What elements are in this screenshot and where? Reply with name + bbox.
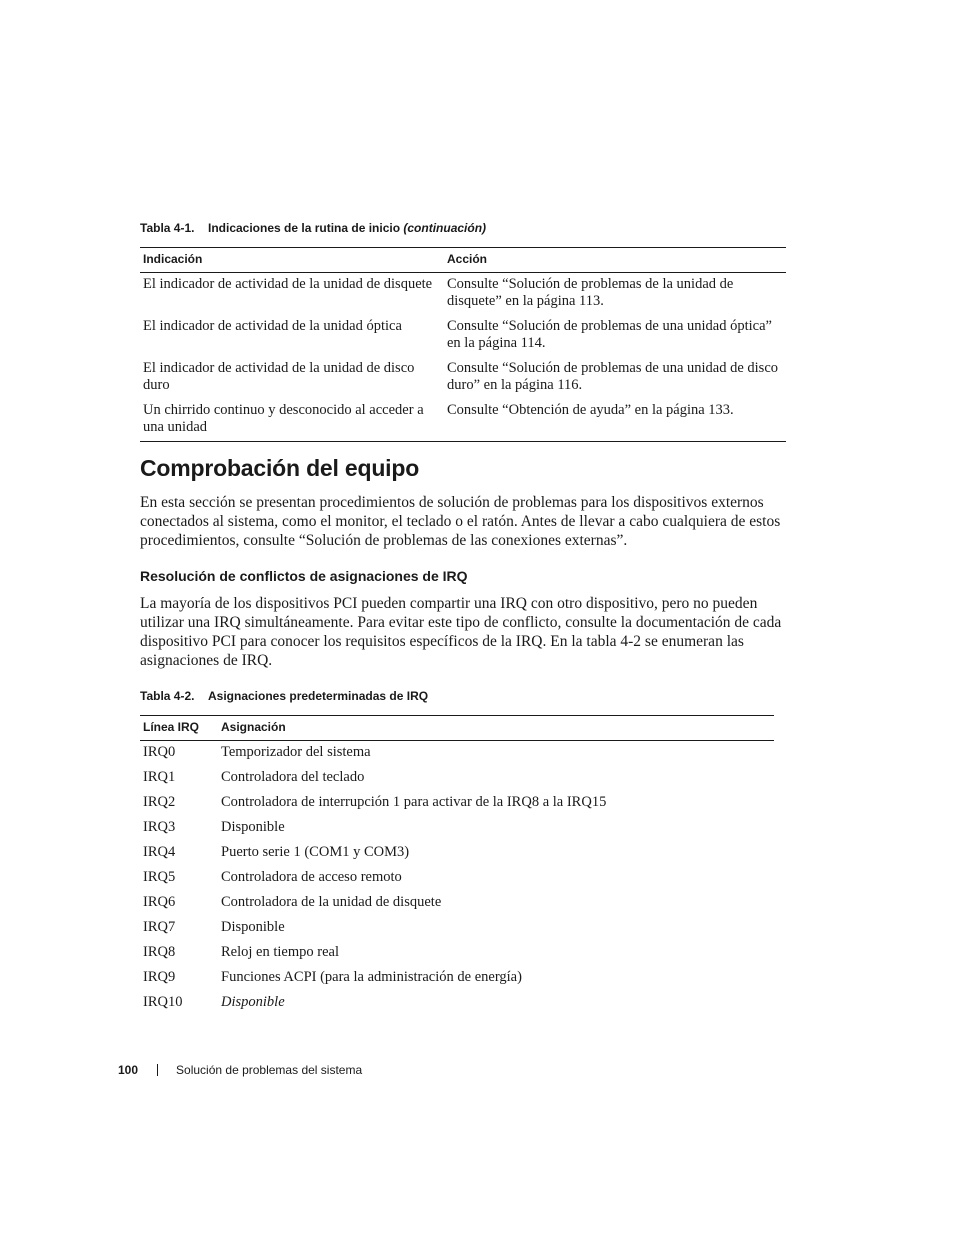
irq-line: IRQ0 (143, 744, 176, 760)
table-row (140, 766, 774, 791)
table1-cell-indication: El indicador de actividad de la unidad de disco duro (143, 360, 415, 393)
table1-header-indicacion: Indicación (140, 248, 444, 273)
irq-assignment: Funciones ACPI (para la administración de energía) (221, 969, 522, 985)
table-row (140, 991, 774, 1016)
page-number: 100 (118, 1063, 139, 1077)
table1-cell-action: Consulte “Solución de problemas de la unidad de disquete” en la página 113. (447, 276, 734, 309)
irq-line: IRQ9 (143, 969, 176, 985)
irq-assignment: Puerto serie 1 (COM1 y COM3) (221, 844, 410, 860)
table1-startup-indications (140, 247, 786, 442)
footer-chapter: Solución de problemas del sistema (176, 1063, 363, 1077)
subsection-body: La mayoría de los dispositivos PCI pueden compartir una IRQ con otro dispositivo, pero no pueden utilizar una IRQ simultáneamente. Para evitar este tipo de conflicto, consulte la documentación de cada dispositivo PCI para conocer los requisitos específicos de la IRQ. En la tabla 4-2 se enumeran las asignaciones de IRQ. (140, 595, 782, 669)
table1-cell-indication: El indicador de actividad de la unidad de disquete (143, 276, 433, 292)
section-title: Comprobación del equipo (140, 455, 420, 481)
table-row (140, 941, 774, 966)
irq-assignment: Controladora de acceso remoto (221, 869, 402, 885)
table2-header-assignment: Asignación (218, 716, 774, 741)
irq-assignment: Disponible (221, 994, 285, 1010)
table-row (140, 866, 774, 891)
table-row (140, 741, 774, 767)
footer-divider (157, 1064, 158, 1076)
table-row (140, 816, 774, 841)
table2-caption-number: Tabla 4-2. (140, 689, 195, 703)
table1-header-accion: Acción (444, 248, 786, 273)
irq-line: IRQ6 (143, 894, 176, 910)
irq-line: IRQ5 (143, 869, 176, 885)
table2-header-row (140, 716, 774, 741)
irq-assignment: Disponible (221, 819, 285, 835)
table-row (140, 273, 786, 316)
table1-cell-action: Consulte “Obtención de ayuda” en la página 133. (447, 402, 734, 418)
irq-assignment: Disponible (221, 919, 285, 935)
irq-line: IRQ4 (143, 844, 176, 860)
irq-assignment: Controladora de la unidad de disquete (221, 894, 442, 910)
irq-line: IRQ2 (143, 794, 176, 810)
irq-line: IRQ8 (143, 944, 176, 960)
table1-header-row (140, 248, 786, 273)
subsection-title: Resolución de conflictos de asignaciones de IRQ (140, 568, 468, 584)
table1-cell-action: Consulte “Solución de problemas de una unidad óptica” en la página 114. (447, 318, 772, 351)
irq-assignment: Controladora del teclado (221, 769, 365, 785)
table1-caption-number: Tabla 4-1. (140, 221, 195, 235)
table-row (140, 315, 786, 357)
irq-line: IRQ1 (143, 769, 176, 785)
table2-caption-title: Asignaciones predeterminadas de IRQ (208, 689, 429, 703)
table-row (140, 791, 774, 816)
irq-line: IRQ10 (143, 994, 183, 1010)
irq-line: IRQ7 (143, 919, 176, 935)
table2-caption (140, 689, 428, 703)
table-row (140, 357, 786, 399)
table-row (140, 841, 774, 866)
table-row (140, 966, 774, 991)
table-row (140, 891, 774, 916)
table-row (140, 916, 774, 941)
irq-assignment: Controladora de interrupción 1 para activar de la IRQ8 a la IRQ15 (221, 794, 607, 810)
table2-header-line: Línea IRQ (140, 716, 218, 741)
irq-line: IRQ3 (143, 819, 176, 835)
table2-irq-assignments (140, 715, 774, 1016)
table1-cell-indication: Un chirrido continuo y desconocido al acceder a una unidad (143, 402, 424, 435)
table1-caption (140, 221, 486, 235)
irq-assignment: Reloj en tiempo real (221, 944, 339, 960)
table1-cell-indication: El indicador de actividad de la unidad óptica (143, 318, 402, 334)
table1-cell-action: Consulte “Solución de problemas de una unidad de disco duro” en la página 116. (447, 360, 779, 393)
irq-assignment: Temporizador del sistema (221, 744, 371, 760)
section-intro: En esta sección se presentan procedimientos de solución de problemas para los dispositivos externos conectados al sistema, como el monitor, el teclado o el ratón. Antes de llevar a cabo cualquiera de estos procedimientos, consulte “Solución de problemas de las conexiones externas”. (140, 494, 781, 549)
table1-caption-title: Indicaciones de la rutina de inicio (208, 221, 401, 235)
table1-caption-suffix: (continuación) (403, 221, 487, 235)
page-footer (118, 1063, 362, 1077)
table-row (140, 399, 786, 442)
